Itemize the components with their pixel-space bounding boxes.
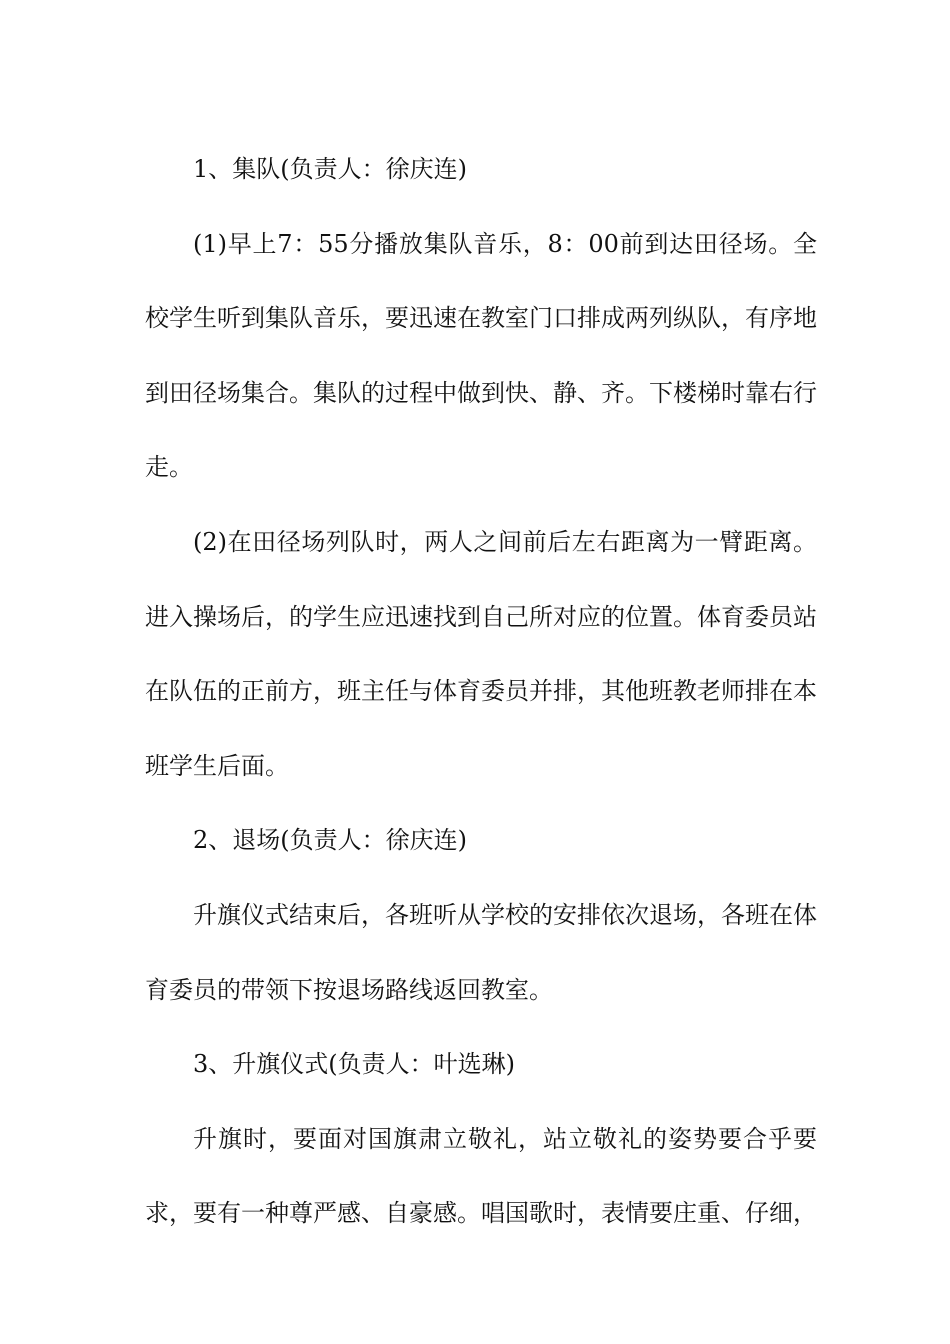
section-heading-exit: 2、退场(负责人：徐庆连) (193, 826, 467, 855)
section-heading-flag-ceremony: 3、升旗仪式(负责人：叶选琳) (193, 1050, 515, 1079)
paragraph-flag-ceremony: 升旗时，要面对国旗肃立敬礼，站立敬礼的姿势要合乎要求，要有一种尊严感、自豪感。唱国歌时，表情要庄重、仔细， (145, 1124, 817, 1228)
document-body (145, 132, 817, 1251)
paragraph-assembly-2: (2)在田径场列队时，两人之间前后左右距离为一臂距离。进入操场后，的学生应迅速找到自己所对应的位置。体育委员站在队伍的正前方，班主任与体育委员并排，其他班教老师排在本班学生后面。 (145, 527, 817, 780)
section-heading-assembly: 1、集队(负责人：徐庆连) (193, 155, 467, 183)
paragraph-assembly-1: (1)早上7：55分播放集队音乐，8：00前到达田径场。全校学生听到集队音乐，要迅速在教室门口排成两列纵队，有序地到田径场集合。集队的过程中做到快、静、齐。下楼梯时靠右行走。 (145, 229, 817, 482)
paragraph-exit: 升旗仪式结束后，各班听从学校的安排依次退场，各班在体育委员的带领下按退场路线返回教室。 (145, 900, 817, 1004)
